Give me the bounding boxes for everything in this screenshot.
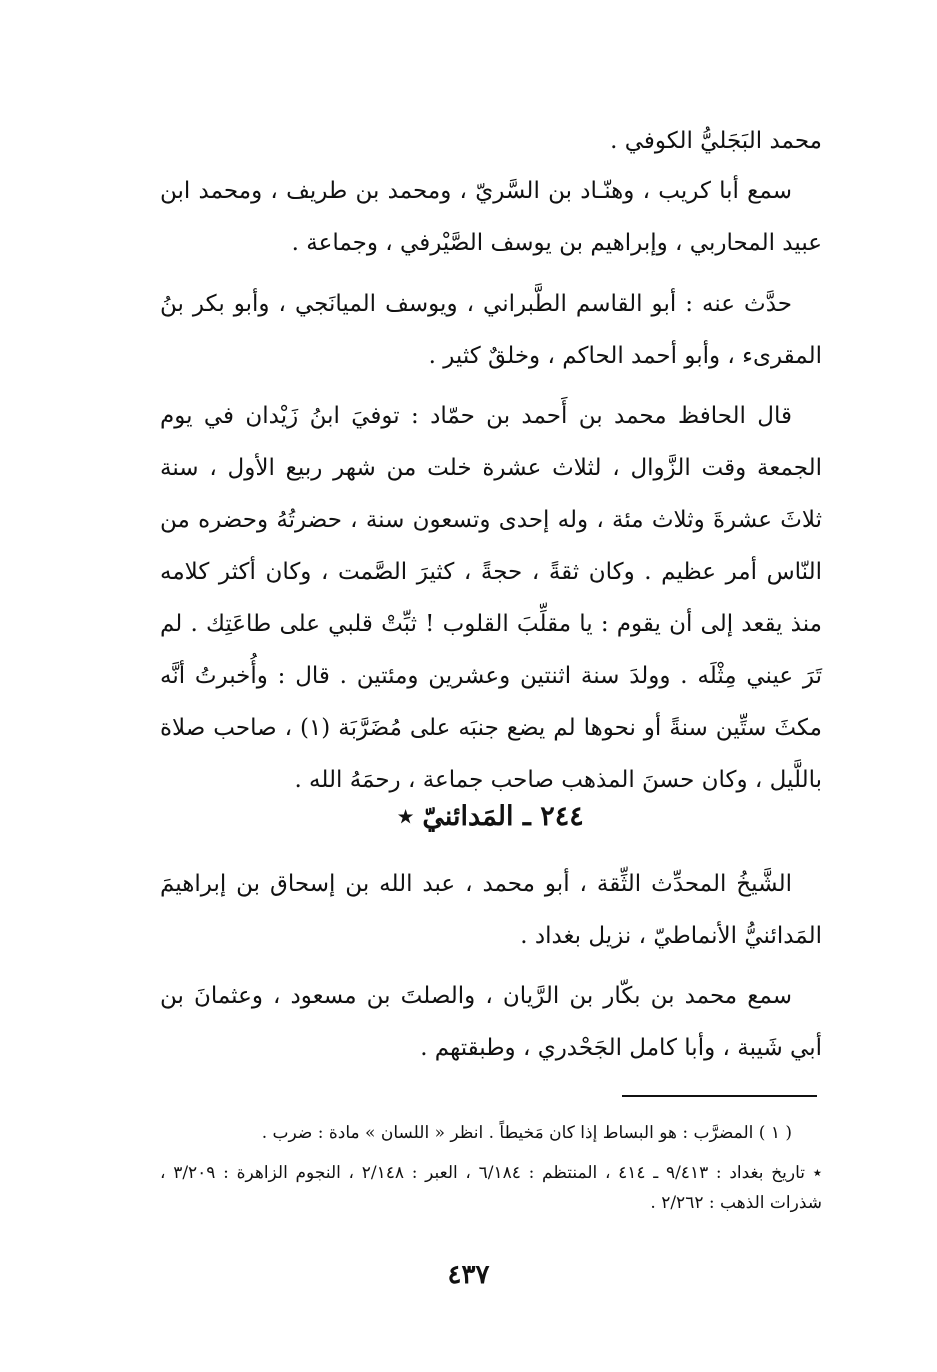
narrated-by-paragraph: حدَّث عنه : أبو القاسم الطَّبراني ، ويوسف الميانَجي ، وأبو بكر بنُ المقرىء ، وأبو أحمد الحاكم ، وخلقٌ كثير . [160,291,822,369]
footnote-sources: ٭ تاريخ بغداد : ٩/٤١٣ ـ ٤١٤ ، المنتظم : ٦/١٨٤ ، العبر : ٢/١٤٨ ، النجوم الزاهرة : ٣/٢٠٩ ، شذرات الذهب : ٢/٢٦٢ . [160,1163,822,1213]
biography-paragraph: قال الحافظ محمد بن أَحمد بن حمّاد : توفيَ ابنُ زَيْدان في يوم الجمعة وقت الزَّوال ، لثلاث عشرة خلت من شهر ربيع الأول ، سنة ثلاثَ عشرةَ وثلاث مئة ، وله إحدى وتسعون سنة ، حضرتُهُ وحضره من النّاس أمر عظيم . وكان ثقةً ، حجةً ، كثيرَ الصَّمت ، وكان أكثر كلامه منذ يقعد إلى أن يقوم : يا مقلِّبَ القلوب ! ثبِّتْ قلبي على طاعَتِك . لم تَرَ عيني مِثْلَه . وولدَ سنة اثنتين وعشرين ومئتين . قال : وأُخبرتُ أنَّه مكثَ ستِّين سنةً أو نحوها لم يضع جنبَه على مُضَرَّبَة (١) ، صاحب صلاة باللَّيل ، وكان حسنَ المذهب صاحب جماعة ، رحمَهُ الله . [160,403,822,793]
entry-identity-paragraph: الشَّيخُ المحدِّث الثِّقة ، أبو محمد ، عبد الله بن إسحاق بن إبراهيمَ المَدائنيُّ الأنماطيّ ، نزيل بغداد . [160,871,822,949]
footnote-1: ( ١ ) المضرَّب : هو البساط إذا كان مَخيطاً . انظر « اللسان » مادة : ضرب . [261,1123,792,1143]
entry-heading: ٢٤٤ ـ المَدائنيّ ٭ [398,801,584,832]
page-number: ٤٣٧ [447,1260,490,1290]
name-line: محمد البَجَليُّ الكوفي . [610,128,822,154]
footnote-divider [622,1095,817,1097]
heard-from-paragraph: سمع أبا كريب ، وهنّـاد بن السَّريّ ، ومحمد بن طريف ، ومحمد ابن عبيد المحاربي ، وإبراهيم بن يوسف الصَّيْرفي ، وجماعة . [160,178,822,256]
entry-heard-from-paragraph: سمع محمد بن بكّار بن الرَّيان ، والصلتَ بن مسعود ، وعثمانَ بن أبي شَيبة ، وأبا كامل الجَحْدري ، وطبقتهم . [160,983,822,1061]
